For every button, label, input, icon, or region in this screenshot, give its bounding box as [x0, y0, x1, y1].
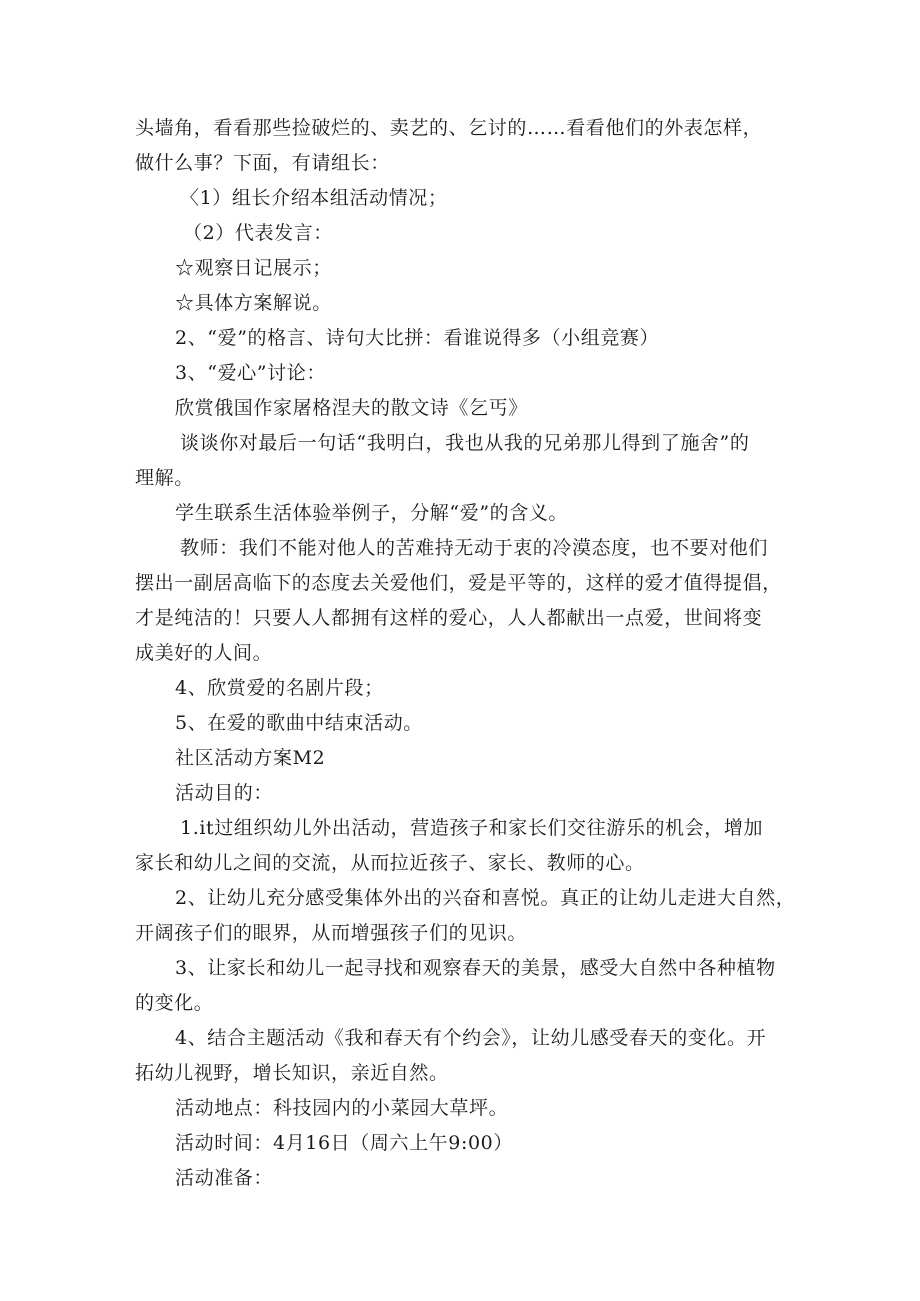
list-item: 3、让家长和幼儿一起寻找和观察春天的美景，感受大自然中各种植物 [175, 957, 776, 979]
activity-time: 活动时间：4月16日（周六上午9:00） [175, 1132, 513, 1154]
paragraph-line: 头墙角，看看那些捡破烂的、卖艺的、乞讨的……看看他们的外表怎样， [135, 117, 763, 139]
paragraph-line: 开阔孩子们的眼界，从而增强孩子们的见识。 [135, 922, 528, 944]
list-item: ☆具体方案解说。 [175, 292, 332, 314]
paragraph-line: 教师：我们不能对他人的苦难持无动于衷的冷漠态度，也不要对他们 [180, 537, 769, 559]
section-heading: 活动目的： [175, 782, 274, 804]
paragraph-line: 的变化。 [135, 992, 214, 1014]
paragraph-line: 成美好的人间。 [135, 642, 273, 664]
list-item: 4、结合主题活动《我和春天有个约会》，让幼儿感受春天的变化。开 [175, 1027, 767, 1049]
list-item: 4、欣赏爱的名剧片段； [175, 677, 384, 699]
activity-location: 活动地点：科技园内的小菜园大草坪。 [175, 1097, 509, 1119]
list-item: 3、“爱心”讨论： [175, 362, 326, 384]
list-item: 〈1）组长介绍本组活动情况； [180, 187, 448, 209]
list-item: 2、“爱”的格言、诗句大比拼：看谁说得多（小组竞赛） [175, 327, 660, 349]
list-item: （2）代表发言： [183, 222, 333, 244]
paragraph-line: 欣赏俄国作家屠格涅夫的散文诗《乞丐》 [175, 397, 528, 419]
paragraph-line: 做什么事？下面，有请组长： [135, 152, 390, 174]
section-heading: 活动准备： [175, 1167, 274, 1189]
paragraph-line: 才是纯洁的！只要人人都拥有这样的爱心，人人都献出一点爱，世间将变 [135, 607, 763, 629]
list-item: 5、在爱的歌曲中结束活动。 [175, 712, 423, 734]
paragraph-line: 谈谈你对最后一句话“我明白，我也从我的兄弟那儿得到了施舍”的 [180, 432, 750, 454]
paragraph-line: 理解。 [135, 467, 194, 489]
list-item: ☆观察日记展示； [175, 257, 332, 279]
section-title: 社区活动方案M2 [175, 747, 326, 769]
paragraph-line: 拓幼儿视野，增长知识，亲近自然。 [135, 1062, 449, 1084]
paragraph-line: 学生联系生活体验举例子，分解“爱”的含义。 [175, 502, 569, 524]
list-item: 1.it过组织幼儿外出活动，营造孩子和家长们交往游乐的机会，增加 [180, 817, 764, 839]
list-item: 2、让幼儿充分感受集体外出的兴奋和喜悦。真正的让幼儿走进大自然， [175, 887, 796, 909]
paragraph-line: 摆出一副居高临下的态度去关爱他们，爱是平等的，这样的爱才值得提倡， [135, 572, 782, 594]
paragraph-line: 家长和幼儿之间的交流，从而拉近孩子、家长、教师的心。 [135, 852, 645, 874]
